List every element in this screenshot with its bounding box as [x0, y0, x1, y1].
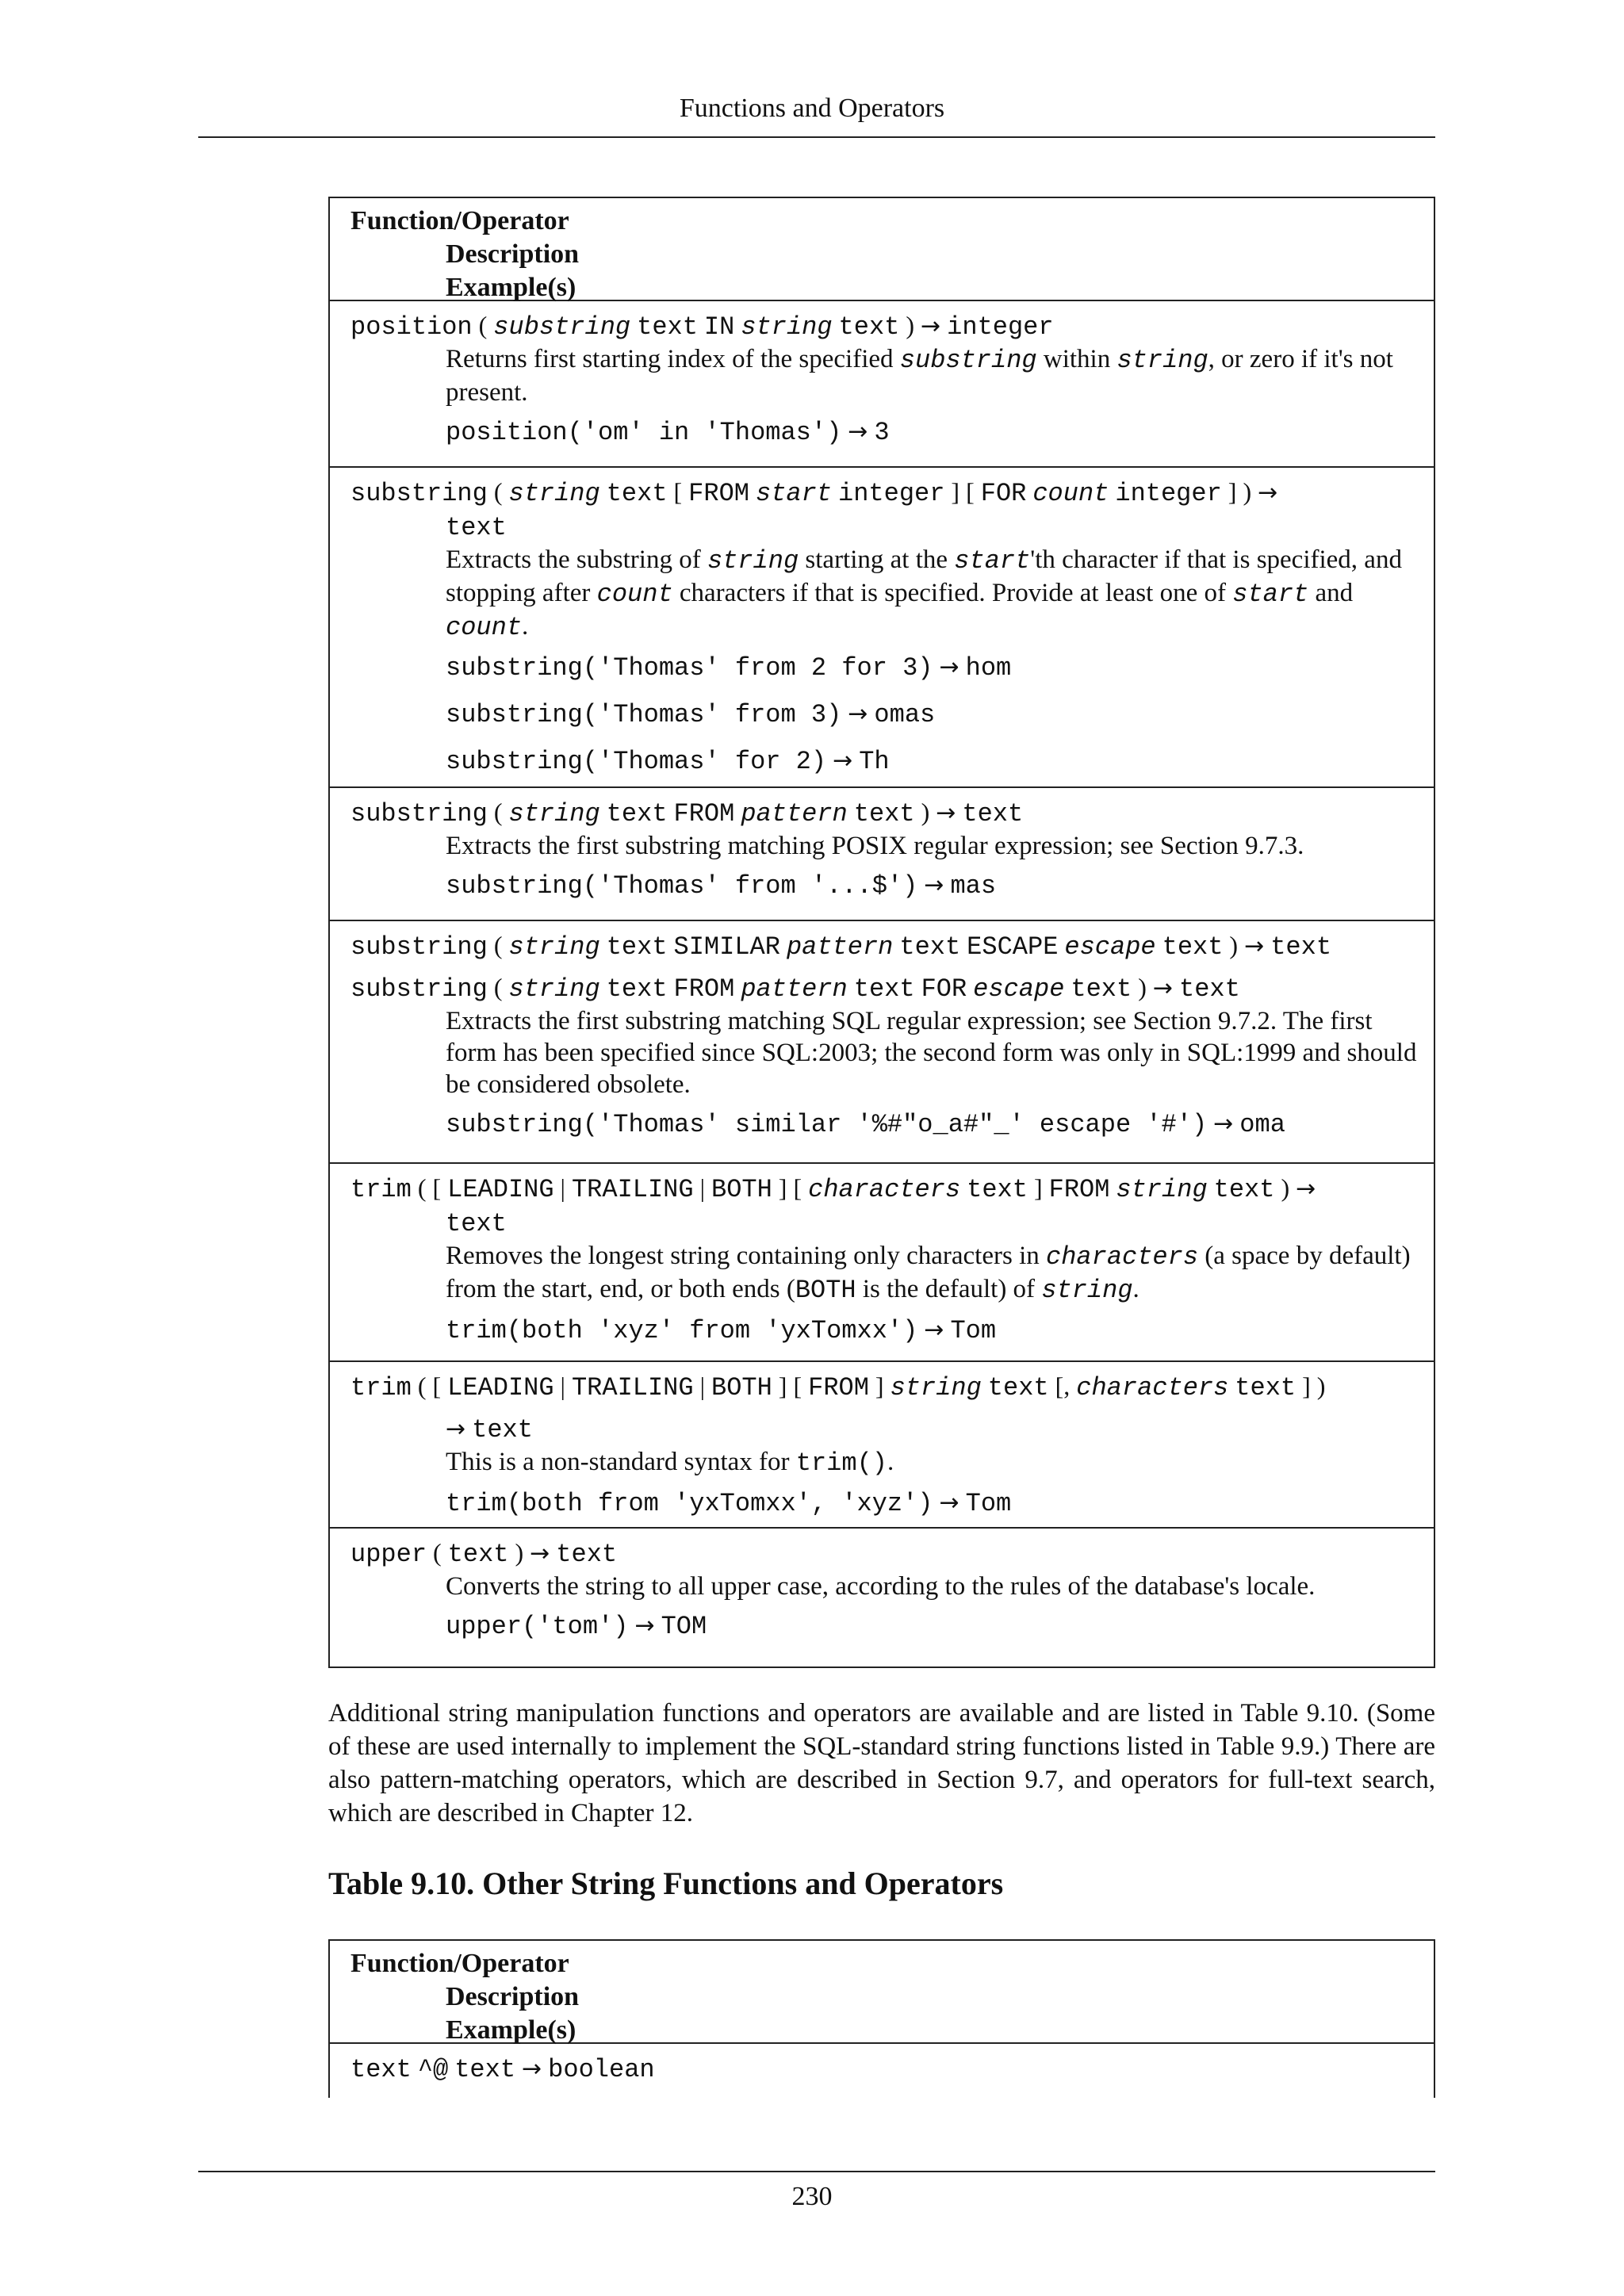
function-description: This is a non-standard syntax for trim().	[446, 1448, 894, 1478]
function-example: substring('Thomas' from '...$') → mas	[446, 871, 997, 901]
header-examples: Example(s)	[446, 273, 576, 302]
arrow-icon: →	[924, 871, 944, 899]
arrow-icon: →	[939, 1489, 959, 1517]
function-signature: text ^@ text → boolean	[350, 2055, 655, 2084]
function-example: substring('Thomas' similar '%#"o_a#"_' escape '#') → oma	[446, 1110, 1285, 1139]
table-title: Table 9.10. Other String Functions and Operators	[328, 1866, 1004, 1901]
function-description: Extracts the substring of string starting at the start'th character if that is specified, and stopping after count characters if that is specified. Provide at least one of start and count.	[446, 545, 1402, 642]
other-string-functions-table	[328, 1939, 1435, 2098]
arrow-icon: →	[530, 1540, 550, 1567]
function-example: trim(both from 'yxTomxx', 'xyz') → Tom	[446, 1489, 1012, 1518]
function-example: substring('Thomas' for 2) → Th	[446, 747, 890, 776]
function-signature: upper ( text ) → text	[350, 1538, 618, 1569]
header-rule	[198, 136, 1435, 138]
function-example: substring('Thomas' from 2 for 3) → hom	[446, 653, 1012, 683]
arrow-icon: →	[921, 312, 941, 340]
function-example: substring('Thomas' from 3) → omas	[446, 700, 936, 729]
arrow-icon: →	[939, 653, 959, 681]
arrow-icon: →	[1213, 1110, 1234, 1138]
arrow-icon: →	[848, 700, 868, 728]
table-header	[330, 198, 1434, 301]
arrow-icon: →	[634, 1612, 655, 1640]
function-signature: trim ( [ LEADING | TRAILING | BOTH ] [ FROM ] string text [, characters text ] )	[350, 1372, 1326, 1402]
function-signature: substring ( string text SIMILAR pattern text ESCAPE escape text ) → text	[350, 931, 1332, 962]
arrow-icon: →	[936, 799, 956, 827]
arrow-icon: →	[522, 2055, 542, 2083]
function-example: position('om' in 'Thomas') → 3	[446, 418, 890, 447]
arrow-icon: →	[833, 747, 853, 775]
table-row-substring-similar	[330, 921, 1434, 1164]
arrow-icon: →	[1244, 932, 1265, 960]
arrow-icon: →	[1152, 974, 1173, 1002]
table-row-trim-nonstandard: trim ( [ LEADING | TRAILING | BOTH ] [ FROM ] string text [, characters text ] ) → text This is a non-standard syntax for trim(). trim(both from 'yxTomxx', 'xyz') → Tom	[330, 1362, 1434, 1529]
function-description: Returns first starting index of the specified substring within string, or zero if it's not present.	[446, 345, 1393, 407]
arrow-icon: →	[1296, 1175, 1316, 1203]
arrow-icon: →	[1258, 479, 1278, 507]
footer-rule	[198, 2171, 1435, 2172]
table-row-starts-with	[330, 2044, 1434, 2092]
table-row-substring-posix	[330, 788, 1434, 921]
function-description: Converts the string to all upper case, according to the rules of the database's locale.	[446, 1572, 1316, 1601]
function-description: Extracts the first substring matching SQL regular expression; see Section 9.7.2. The first form has been specified since SQL:2003; the second form was only in SQL:1999 and should be considered obsolete.	[446, 1007, 1417, 1099]
body-paragraph: Additional string manipulation functions and operators are available and are listed in Table 9.10. (Some of these are used internally to implement the SQL-standard string functions listed in Table 9.9.) There are also pattern-matching operators, which are described in Section 9.7, and operators for full-text search, which are described in Chapter 12.	[328, 1699, 1435, 1827]
table-header	[330, 1941, 1434, 2044]
header-examples: Example(s)	[446, 2015, 576, 2045]
header-description: Description	[446, 1982, 580, 2011]
arrow-icon: →	[848, 418, 868, 446]
functions-table	[328, 197, 1435, 1668]
table-row-substring-from-for: substring ( string text [ FROM start integer ] [ FOR count integer ] ) → text Extracts the substring of string starting at the start'th character if that is specified, and stopping after count characters if that is specified. Provide at least one of start and count. substring('Thomas' from 2 for 3) → hom substring('Thomas' from 3) → omas substring('Thomas' for 2) → Th	[330, 468, 1434, 788]
header-function-operator: Function/Operator	[350, 206, 569, 235]
header-function-operator: Function/Operator	[350, 1949, 569, 1978]
function-signature-alt: substring ( string text FROM pattern text FOR escape text ) → text	[350, 973, 1240, 1004]
table-row-upper	[330, 1529, 1434, 1660]
table-row-trim: trim ( [ LEADING | TRAILING | BOTH ] [ characters text ] FROM string text ) → text Removes the longest string containing only characters in characters (a space by default) from the start, end, or both ends (BOTH is the default) of string. trim(both 'xyz' from 'yxTomxx') → Tom	[330, 1164, 1434, 1362]
header-description: Description	[446, 239, 580, 269]
arrow-icon: →	[446, 1415, 466, 1443]
function-description: Extracts the first substring matching POSIX regular expression; see Section 9.7.3.	[446, 832, 1304, 860]
function-signature: substring ( string text FROM pattern text ) → text	[350, 798, 1024, 828]
function-signature: position ( substring text IN string text ) → integer	[350, 311, 1054, 342]
page-header-title: Functions and Operators	[679, 94, 945, 123]
table-row-position	[330, 301, 1434, 468]
page-number: 230	[791, 2182, 833, 2211]
function-example: trim(both 'xyz' from 'yxTomxx') → Tom	[446, 1316, 997, 1345]
arrow-icon: →	[924, 1316, 944, 1344]
function-example: upper('tom') → TOM	[446, 1612, 707, 1641]
function-signature: substring ( string text [ FROM start integer ] [ FOR count integer ] ) →	[350, 477, 1278, 508]
function-description: Removes the longest string containing only characters in characters (a space by default) from the start, end, or both ends (BOTH is the default) of string.	[446, 1242, 1411, 1305]
function-signature: trim ( [ LEADING | TRAILING | BOTH ] [ characters text ] FROM string text ) →	[350, 1173, 1316, 1204]
